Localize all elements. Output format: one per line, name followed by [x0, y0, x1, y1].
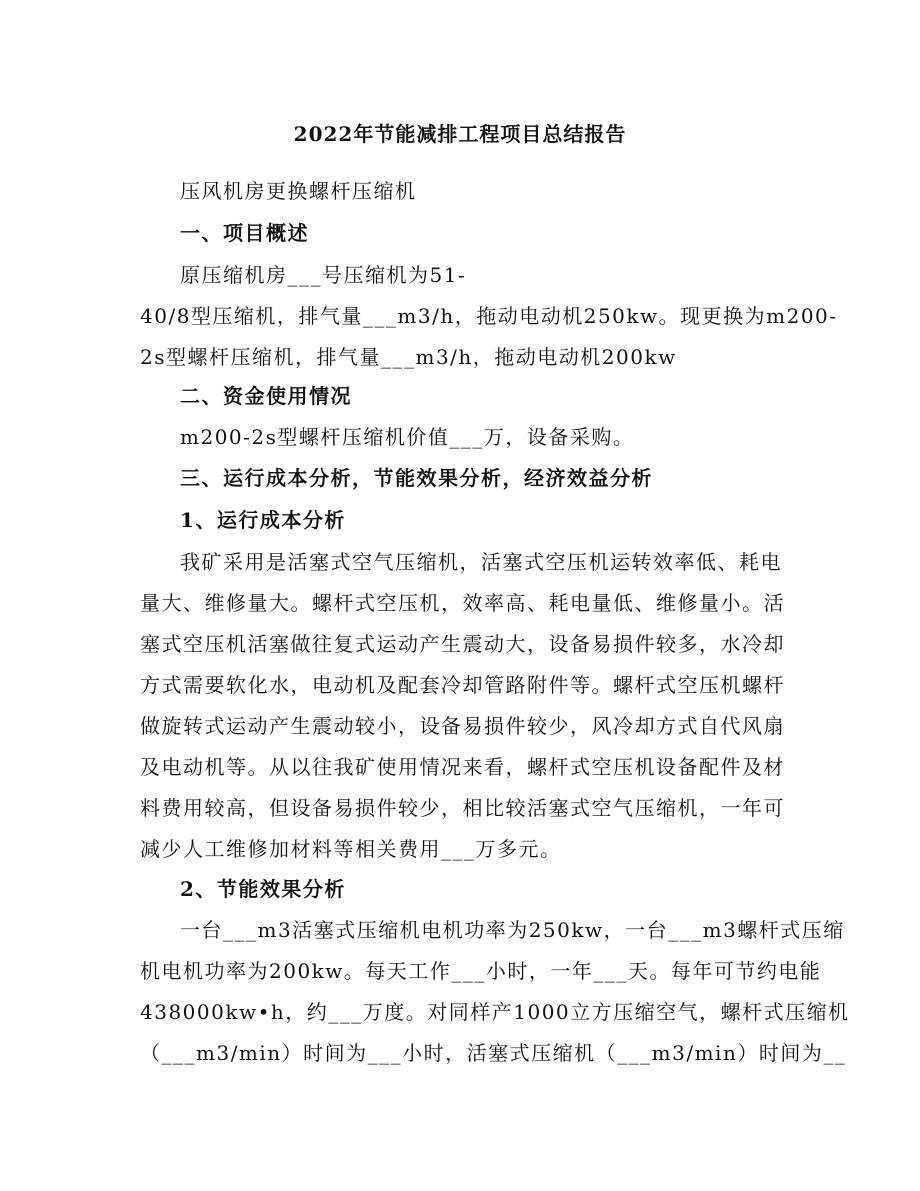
section-heading-overview: 一、项目概述: [180, 221, 309, 245]
subtitle-line: 压风机房更换螺杆压缩机: [180, 179, 417, 203]
paragraph-line: 塞式空压机活塞做往复式运动产生震动大，设备易损件较多，水冷却: [140, 632, 785, 656]
paragraph-line: 减少人工维修加材料等相关费用___万多元。: [140, 837, 562, 861]
paragraph-line: 40/8型压缩机，排气量___m3/h，拖动电动机250kw。现更换为m200-: [140, 304, 838, 328]
subsection-heading-cost: 1、运行成本分析: [180, 508, 346, 532]
paragraph-line: 一台___m3活塞式压缩机电机功率为250kw，一台___m3螺杆式压缩: [180, 918, 845, 942]
document-title: 2022年节能减排工程项目总结报告: [293, 122, 627, 146]
paragraph-line: 料费用较高，但设备易损件较少，相比较活塞式空气压缩机，一年可: [140, 796, 785, 820]
paragraph-line: 2s型螺杆压缩机，排气量___m3/h，拖动电动机200kw: [140, 345, 677, 369]
paragraph-line: m200-2s型螺杆压缩机价值___万，设备采购。: [180, 425, 635, 449]
section-heading-analysis: 三、运行成本分析，节能效果分析，经济效益分析: [180, 466, 653, 490]
paragraph-line: 量大、维修量大。螺杆式空压机，效率高、耗电量低、维修量小。活: [140, 591, 785, 615]
paragraph-line: 机电机功率为200kw。每天工作___小时，一年___天。每年可节约电能: [140, 959, 822, 983]
section-heading-funds: 二、资金使用情况: [180, 384, 352, 408]
paragraph-line: 及电动机等。从以往我矿使用情况来看，螺杆式空压机设备配件及材: [140, 755, 785, 779]
paragraph-line: 我矿采用是活塞式空气压缩机，活塞式空压机运转效率低、耗电: [180, 550, 782, 574]
paragraph-line: 原压缩机房___号压缩机为51-: [180, 263, 467, 287]
paragraph-line: 438000kw•h，约___万度。对同样产1000立方压缩空气，螺杆式压缩机: [140, 1000, 850, 1024]
paragraph-line: 做旋转式运动产生震动较小，设备易损件较少，风冷却方式自代风扇: [140, 714, 785, 738]
paragraph-line: 方式需要软化水，电动机及配套冷却管路附件等。螺杆式空压机螺杆: [140, 673, 785, 697]
paragraph-line: （___m3/min）时间为___小时，活塞式压缩机（___m3/min）时间为__: [140, 1041, 847, 1065]
subsection-heading-energy: 2、节能效果分析: [180, 877, 346, 901]
